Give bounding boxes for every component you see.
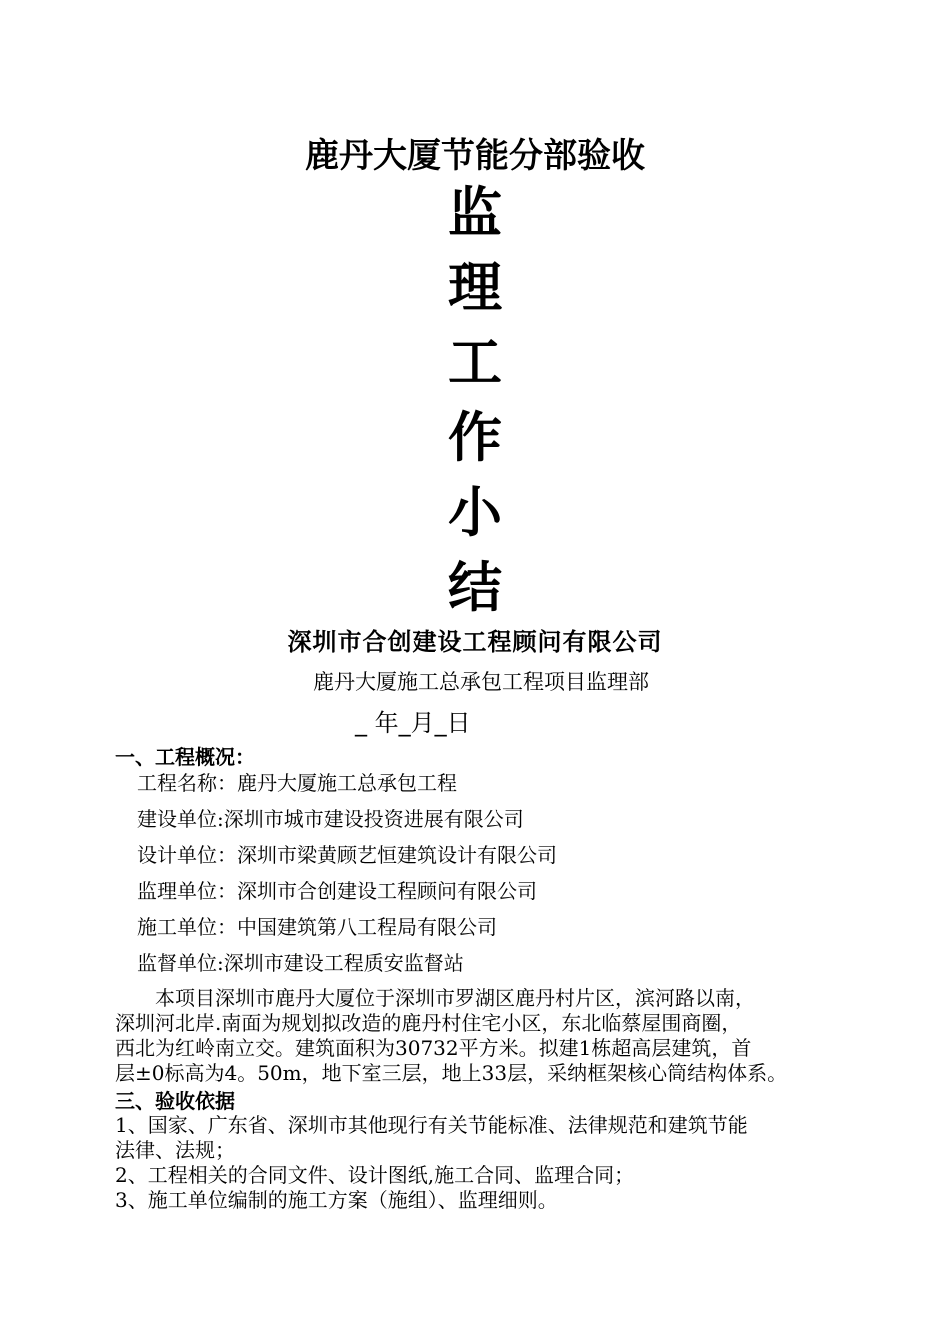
project-description: [115, 986, 855, 1086]
info-row-inspector: 监督单位:深圳市建设工程质安监督站: [137, 951, 464, 975]
basis-heading: 三、验收依据: [115, 1089, 235, 1113]
big-title-char: 小: [448, 481, 502, 544]
big-title-char: 工: [448, 331, 502, 394]
overview-heading: 一、工程概况：: [115, 745, 255, 769]
basis-item: 法律、法规；: [115, 1138, 235, 1162]
paragraph-line: 西北为红岭南立交。建筑面积为30732平方米。拟建1栋超高层建筑，首: [115, 1036, 752, 1060]
basis-item: 2、工程相关的合同文件、设计图纸,施工合同、监理合同；: [115, 1163, 635, 1187]
paragraph-line: 深圳河北岸.南面为规划拟改造的鹿丹村住宅小区，东北临蔡屋围商圈，: [115, 1011, 742, 1035]
info-row-builder: 建设单位:深圳市城市建设投资进展有限公司: [137, 807, 524, 831]
big-title-char: 理: [448, 256, 502, 319]
info-row-contractor: 施工单位：中国建筑第八工程局有限公司: [137, 915, 497, 939]
info-row-supervisor: 监理单位：深圳市合创建设工程顾问有限公司: [137, 879, 537, 903]
date-line: _ 年_月_日: [355, 709, 471, 737]
info-row-project-name: 工程名称：鹿丹大厦施工总承包工程: [137, 771, 457, 795]
paragraph-line: 层±0标高为4。50m，地下室三层，地上33层，采纳框架核心筒结构体系。: [115, 1061, 788, 1085]
document-title: 鹿丹大厦节能分部验收: [305, 136, 645, 176]
paragraph-line: 本项目深圳市鹿丹大厦位于深圳市罗湖区鹿丹村片区，滨河路以南，: [115, 986, 755, 1010]
basis-item: 1、国家、广东省、深圳市其他现行有关节能标准、法律规范和建筑节能: [115, 1113, 748, 1137]
project-department: 鹿丹大厦施工总承包工程项目监理部: [313, 670, 649, 694]
info-row-designer: 设计单位：深圳市梁黄顾艺恒建筑设计有限公司: [137, 843, 557, 867]
big-title-char: 监: [448, 181, 502, 244]
basis-item: 3、施工单位编制的施工方案（施组）、监理细则。: [115, 1188, 558, 1212]
big-title-char: 作: [448, 406, 502, 469]
company-name: 深圳市合创建设工程顾问有限公司: [287, 628, 663, 656]
big-title-char: 结: [448, 556, 502, 619]
